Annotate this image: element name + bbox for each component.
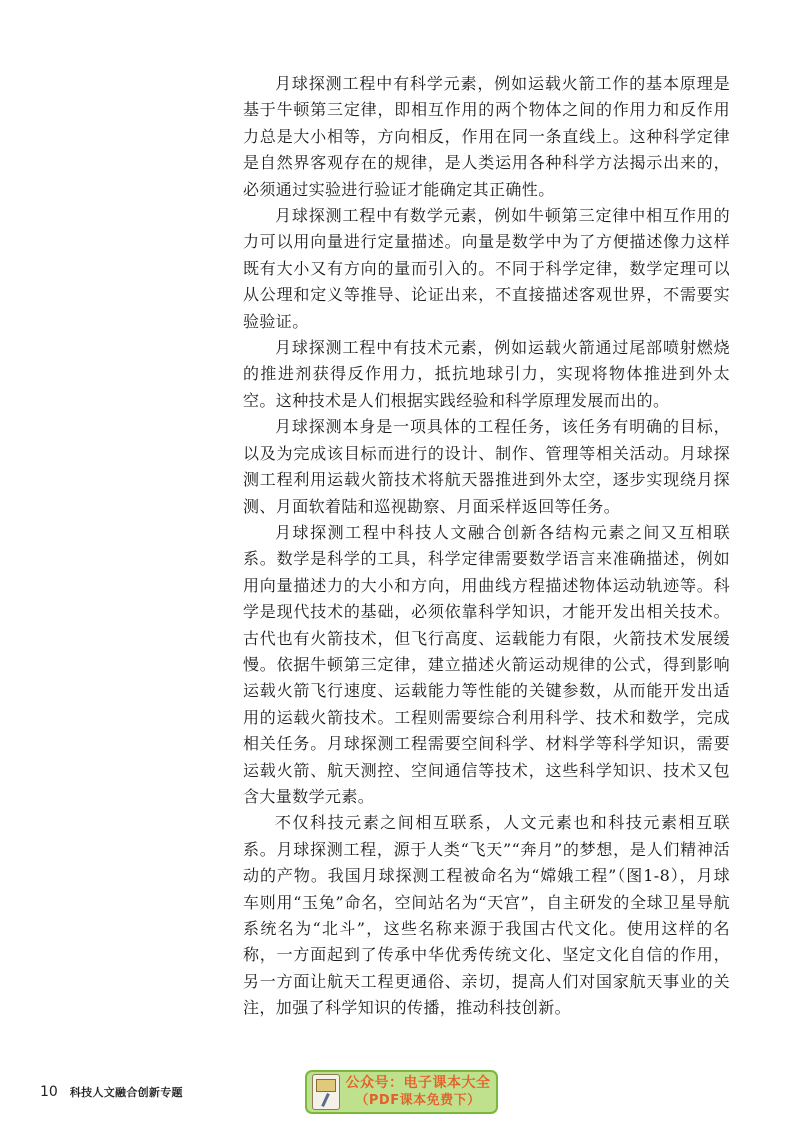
page-body: [243, 71, 730, 1022]
paragraph-interrelation: 月球探测工程中科技人文融合创新各结构元素之间又互相联系。数学是科学的工具，科学定律需要数学语言来准确描述，例如用向量描述力的大小和方向，用曲线方程描述物体运动轨迹等。科学是现代技术的基础，必须依靠科学知识，才能开发出相关技术。古代也有火箭技术，但飞行高度、运载能力有限，火箭技术发展缓慢。依据牛顿第三定律，建立描述火箭运动规律的公式，得到影响运载火箭飞行速度、运载能力等性能的关键参数，从而能开发出适用的运载火箭技术。工程则需要综合利用科学、技术和数学，完成相关任务。月球探测工程需要空间科学、材料学等科学知识，需要运载火箭、航天测控、空间通信等技术，这些科学知识、技术又包含大量数学元素。: [243, 522, 730, 806]
paragraph-math: 月球探测工程中有数学元素，例如牛顿第三定律中相互作用的力可以用向量进行定量描述。向量是数学中为了方便描述像力这样既有大小又有方向的量而引入的。不同于科学定律，数学定理可以从公理和定义等推导、论证出来，不直接描述客观世界，不需要实验验证。: [243, 206, 730, 331]
watermark-line2: （PDF课本免费下）: [355, 1093, 481, 1108]
paragraph-humanities: 不仅科技元素之间相互联系，人文元素也和科技元素相互联系。月球探测工程，源于人类“飞天”“奔月”的梦想，是人们精神活动的产物。我国月球探测工程被命名为“嫦娥工程”（图1-8），月球车则用“玉兔”命名，空间站名为“天宫”，自主研发的全球卫星导航系统名为“北斗”，这些名称来源于我国古代文化。使用这样的名称，一方面起到了传承中华优秀传统文化、坚定文化自信的作用，另一方面让航天工程更通俗、亲切，提高人们对国家航天事业的关注，加强了科学知识的传播，推动科技创新。: [243, 813, 730, 1018]
watermark-text: [340, 1075, 496, 1109]
paragraph-technology: 月球探测工程中有技术元素，例如运载火箭通过尾部喷射燃烧的推进剂获得反作用力，抵抗地球引力，实现将物体推进到外太空。这种技术是人们根据实践经验和科学原理发展而出的。: [243, 338, 730, 410]
page-number: 10: [40, 1084, 58, 1100]
paragraph-engineering: 月球探测本身是一项具体的工程任务，该任务有明确的目标，以及为完成该目标而进行的设计、制作、管理等相关活动。月球探测工程利用运载火箭技术将航天器推进到外太空，逐步实现绕月探测、月面软着陆和巡视勘察、月面采样返回等任务。: [243, 417, 730, 516]
book-pen-icon: [312, 1074, 340, 1110]
page-footer: [40, 1084, 183, 1100]
watermark-banner: [305, 1070, 498, 1114]
paragraph-science: 月球探测工程中有科学元素，例如运载火箭工作的基本原理是基于牛顿第三定律，即相互作用的两个物体之间的作用力和反作用力总是大小相等，方向相反，作用在同一条直线上。这种科学定律是自然界客观存在的规律，是人类运用各种科学方法揭示出来的，必须通过实验进行验证才能确定其正确性。: [243, 74, 730, 199]
watermark-line1: 公众号：电子课本大全: [345, 1075, 491, 1091]
series-title: 科技人文融合创新专题: [69, 1086, 183, 1099]
